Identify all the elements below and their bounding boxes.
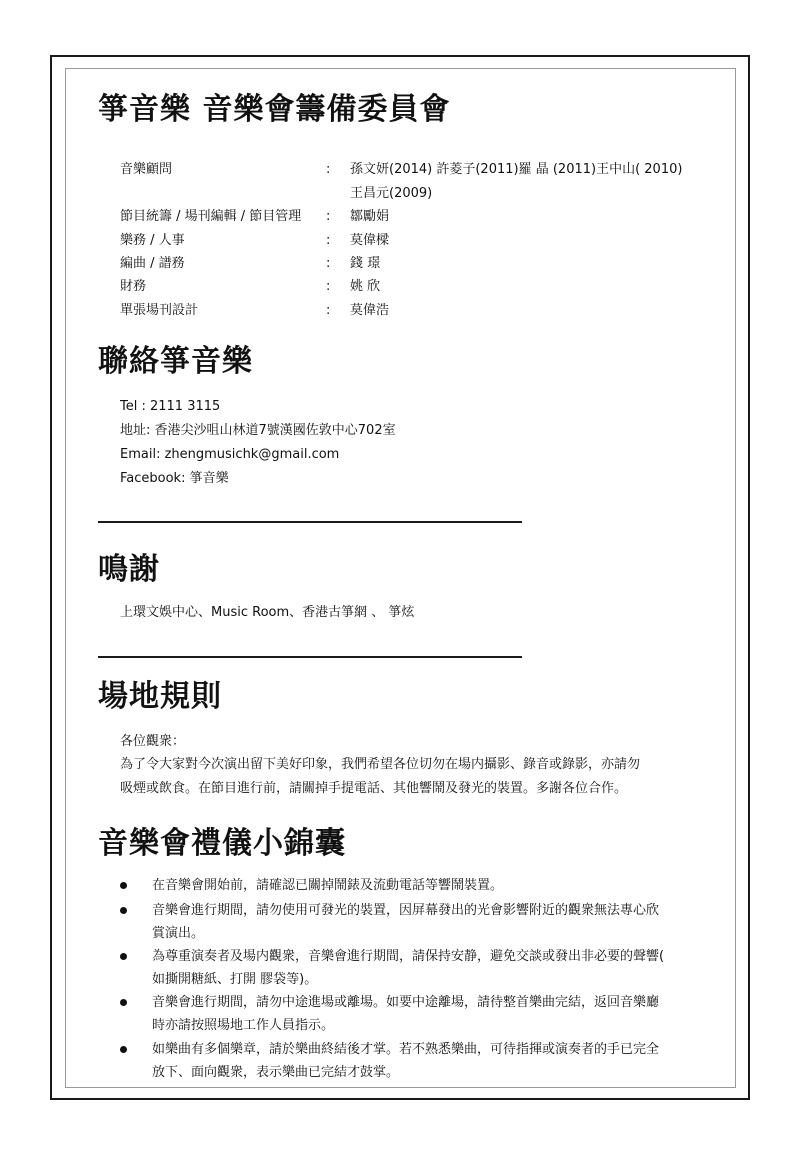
etiquette-item: 時亦請按照場地工作人員指示。: [152, 1018, 335, 1033]
etiquette-item: 放下、面向觀衆，表示樂曲已完結才鼓掌。: [152, 1065, 400, 1080]
etiquette-item: 音樂會進行期間，請勿中途進場或離場。如要中途離場，請待整首樂曲完結，返回音樂廳: [152, 995, 660, 1010]
etiquette-title: 音樂會禮儀小錦囊: [98, 826, 346, 861]
committee-role: 財務: [120, 279, 147, 294]
rules-text: 吸煙或飲食。在節目進行前，請關掉手提電話、其他響鬧及發光的裝置。多謝各位合作。: [120, 781, 628, 796]
committee-role: 單張場刊設計: [120, 303, 199, 318]
committee-names: 孫文妍(2014) 許菱子(2011)羅 晶 (2011)王中山( 2010): [350, 162, 683, 177]
contact-phone: Tel : 2111 3115: [120, 399, 221, 414]
contact-facebook: Facebook: 箏音樂: [120, 471, 229, 486]
section-divider: [98, 656, 522, 658]
etiquette-item: 如撕開糖紙、打開 膠袋等)。: [152, 972, 318, 987]
committee-title: 箏音樂 音樂會籌備委員會: [98, 92, 451, 127]
contact-address: 地址: 香港尖沙咀山林道7號漢國佐敦中心702室: [120, 423, 396, 438]
thanks-text: 上環文娛中心、Music Room、香港古箏網 、 箏炫: [120, 605, 415, 620]
etiquette-item: 賞演出。: [152, 926, 205, 941]
committee-names: 王昌元(2009): [350, 186, 433, 201]
committee-colon: :: [326, 279, 331, 294]
committee-role: 音樂顧問: [120, 162, 173, 177]
bullet-icon: [120, 907, 127, 914]
committee-role: 節目統籌 / 場刊編輯 / 節目管理: [120, 209, 302, 224]
committee-colon: :: [326, 209, 331, 224]
etiquette-item: 為尊重演奏者及場内觀衆，音樂會進行期間，請保持安静，避免交談或發出非必要的聲響(: [152, 949, 665, 964]
committee-names: 鄒勵娟: [350, 209, 390, 224]
committee-colon: :: [326, 303, 331, 318]
etiquette-item: 音樂會進行期間，請勿使用可發光的裝置，因屏幕發出的光會影響附近的觀衆無法專心欣: [152, 903, 660, 918]
committee-names: 莫偉樑: [350, 233, 390, 248]
bullet-icon: [120, 999, 127, 1006]
committee-colon: :: [326, 256, 331, 271]
bullet-icon: [120, 1046, 127, 1053]
committee-role: 編曲 / 譜務: [120, 256, 185, 271]
bullet-icon: [120, 882, 127, 889]
committee-role: 樂務 / 人事: [120, 233, 185, 248]
committee-names: 姚 欣: [350, 279, 381, 294]
rules-text: 為了令大家對今次演出留下美好印象，我們希望各位切勿在場内攝影、錄音或錄影，亦請勿: [120, 757, 641, 772]
committee-colon: :: [326, 233, 331, 248]
contact-title: 聯絡箏音樂: [98, 344, 253, 379]
bullet-icon: [120, 953, 127, 960]
rules-title: 場地規則: [98, 679, 222, 714]
committee-names: 莫偉浩: [350, 303, 390, 318]
section-divider: [98, 521, 522, 523]
thanks-title: 鳴謝: [98, 552, 160, 587]
committee-names: 錢 璟: [350, 256, 381, 271]
etiquette-item: 在音樂會開始前，請確認已關掉鬧錶及流動電話等響鬧裝置。: [152, 878, 504, 893]
rules-greeting: 各位觀衆：: [120, 734, 186, 749]
contact-email: Email: zhengmusichk@gmail.com: [120, 447, 340, 462]
committee-colon: :: [326, 162, 331, 177]
etiquette-item: 如樂曲有多個樂章，請於樂曲終結後才掌。若不熟悉樂曲，可待指揮或演奏者的手已完全: [152, 1042, 660, 1057]
